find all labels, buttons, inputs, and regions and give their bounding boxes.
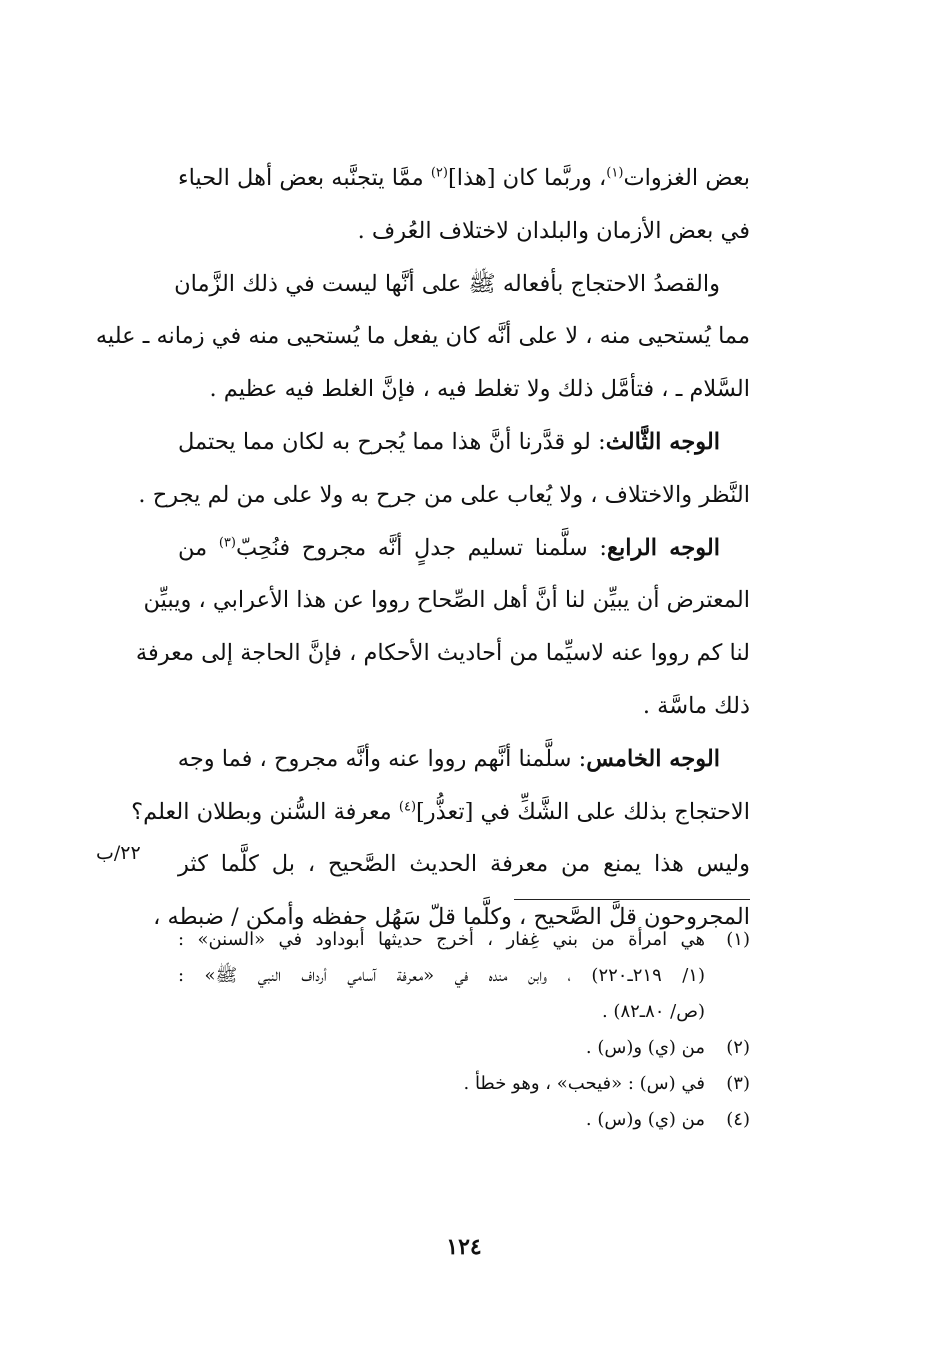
text-line: النَّظر والاختلاف ، ولا يُعاب على من جرح به ولا على من لم يجرح .	[138, 481, 750, 508]
section-heading: الوجه الرابع	[606, 534, 720, 561]
footnote-ref[interactable]: (٣)	[218, 535, 236, 551]
text-run: بعض الغزوات	[623, 165, 750, 191]
footnote-number: (٢)	[726, 1037, 750, 1058]
page-number: ١٢٤	[446, 1234, 482, 1260]
section-heading: الوجه الخامس	[586, 745, 720, 772]
text-line: ذلك ماسَّة .	[642, 692, 750, 719]
footnote	[178, 1102, 750, 1138]
footnote-line: في (س) : «فيحب» ، وهو خطأ .	[463, 1073, 705, 1094]
footnote-line: (١/ ٢١٩ـ٢٢٠) ، وابن منده في «معرفة آسامي أرداف النبي ﷺ» :	[178, 965, 705, 986]
text-line: لنا كم رووا عنه لاسيِّما من أحاديث الأحكام ، فإنَّ الحاجة إلى معرفة	[135, 640, 750, 667]
text-line: المجروحون قلَّ الصَّحيح ، وكلَّما قلّ سَهُل حفظه وأمكن / ضبطه ،	[153, 904, 750, 931]
text-line: والقصدُ الاحتجاج بأفعاله ﷺ على أنَّها ليست في ذلك الزَّمان	[174, 270, 720, 297]
text-line: وليس هذا يمنع من معرفة الحديث الصَّحيح ، بل كلَّما كثر	[178, 851, 750, 878]
footnote	[178, 922, 750, 1030]
text-line	[178, 522, 750, 575]
text-run: من	[178, 534, 219, 561]
text-run: ممَّا يتجنَّبه بعض أهل الحياء	[178, 165, 431, 191]
folio-margin-note: ٢٢/ب	[96, 842, 141, 864]
footnote-divider	[514, 899, 750, 900]
text-line	[178, 733, 750, 786]
text-run: : سلَّمنا أنَّهم رووا عنه وأنَّه مجروح ، فما وجه	[177, 745, 587, 772]
text-run: : سلَّمنا تسليم جدلٍ أنَّه مجروح فنُحِبّ	[235, 534, 607, 561]
footnote-number: (٤)	[726, 1109, 750, 1130]
footnote-line: هي امرأة من بني غِفار ، أخرج حديثها أبوداود في «السنن» :	[178, 929, 705, 950]
text-run: : لو قدَّرنا أنَّ هذا مما يُجرح به لكان مما يحتمل	[178, 428, 606, 455]
text-line: المعترض أن يبيِّن لنا أنَّ أهل الصِّحاح رووا عن هذا الأعرابي ، ويبيِّن	[143, 587, 750, 614]
text-line: في بعض الأزمان والبلدان لاختلاف العُرف .	[357, 217, 750, 244]
section-heading: الوجه الثَّالث	[605, 428, 720, 455]
footnote-line: (ص/ ٨٠ـ٨٢) .	[601, 1001, 705, 1022]
footnote-ref[interactable]: (٤)	[398, 799, 417, 815]
footnote-number: (٣)	[726, 1073, 750, 1094]
footnote-ref[interactable]: (٢)	[430, 165, 448, 181]
text-line	[178, 416, 750, 469]
footnote-text	[178, 1030, 705, 1066]
footnote-text	[178, 1066, 705, 1102]
footnote-line: من (ي) و(س) .	[585, 1109, 705, 1130]
text-line	[131, 786, 750, 839]
footnote	[178, 1030, 750, 1066]
text-line: السَّلام ـ ، فتأمَّل ذلك ولا تغلط فيه ، فإنَّ الغلط فيه عظيم .	[209, 376, 750, 403]
text-run: معرفة السُّنن وبطلان العلم؟	[131, 798, 399, 825]
footnote	[178, 1066, 750, 1102]
footnote-number: (١)	[726, 929, 750, 950]
text-run: ، وربَّما كان [هذا]	[447, 165, 607, 191]
footnote-ref[interactable]: (١)	[606, 165, 624, 181]
text-run: الاحتجاج بذلك على الشَّكِّ في [تعذُّر]	[416, 798, 750, 825]
footnote-text	[178, 1102, 705, 1138]
text-line	[178, 152, 750, 205]
footnote-text	[178, 922, 705, 1030]
footnote-line: من (ي) و(س) .	[585, 1037, 705, 1058]
footnotes	[178, 922, 750, 1138]
text-line: مما يُستحيى منه ، لا على أنَّه كان يفعل ما يُستحيى منه في زمانه ـ عليه	[95, 323, 750, 350]
